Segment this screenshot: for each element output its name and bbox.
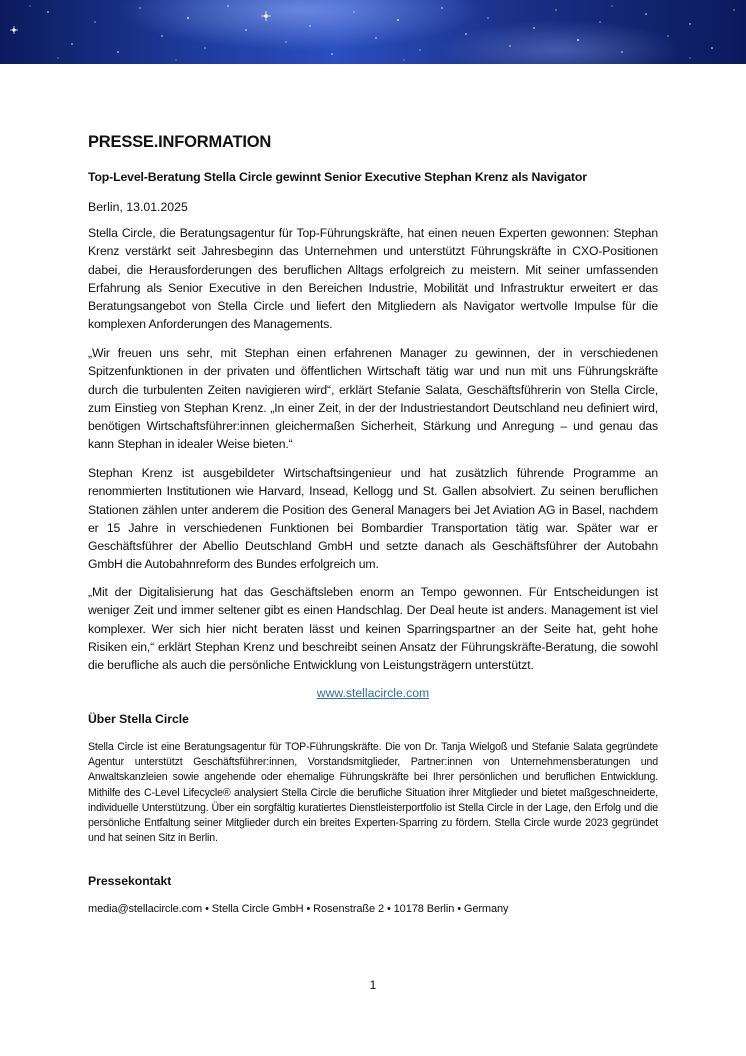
page-number: 1 xyxy=(369,978,377,992)
about-text: Stella Circle ist eine Beratungsagentur für TOP-Führungskräfte. Die von Dr. Tanja Wielgoß und Stefanie Salata gegründete Agentur unterstützt Geschäftsführer:innen, Vorstandsmitglieder, Partner:innen von Unternehmensberatungen und Anwaltskanzleien sowie angehende oder ehemalige Führungskräfte bei Ihrer persönlichen und beruflichen Entwicklung. Mithilfe des C-Level Lifecycle® analysiert Stella Circle die berufliche Situation ihrer Mitglieder und bietet maßgeschneiderte, individuelle Unterstützung. Über ein sorgfältig kuratiertes Dienstleisterportfolio ist Stella Circle in der Lage, den Erfolg und die persönliche Entfaltung seiner Mitglieder durch ein breites Experten-Sparring zu fördern. Stella Circle wurde 2023 gegründet und hat seinen Sitz in Berlin. xyxy=(88,741,658,845)
paragraph: Stephan Krenz ist ausgebildeter Wirtschaftsingenieur und hat zusätzlich führende Programme an renommierten Institutionen wie Harvard, Insead, Kellogg und St. Gallen absolviert. Zu seinen beruflichen Stationen zählen unter anderem die Position des General Managers bei Jet Aviation AG in Basel, nachdem er 15 Jahre in verschiedenen Funktionen bei Bombardier Transportation tätig war. Später war er Geschäftsführer der Abellio Deutschland GmbH und setzte danach als Geschäftsführer der Autobahn GmbH die Autobahnreform des Bundes erfolgreich um. xyxy=(88,466,658,572)
stars-icon xyxy=(0,0,746,64)
paragraph: Stella Circle, die Beratungsagentur für Top-Führungskräfte, hat einen neuen Experten gewonnen: Stephan Krenz verstärkt seit Jahresbeginn das Unternehmen und unterstützt Führungskräfte in CXO-Positionen dabei, die Herausforderungen des beruflichen Alltags erfolgreich zu meistern. Mit seiner umfassenden Erfahrung als Senior Executive in den Bereichen Industrie, Mobilität und Infrastruktur erweitert er das Beratungsangebot von Stella Circle und liefert den Mitgliedern als Navigator wertvolle Impulse für die komplexen Anforderungen des Managements. xyxy=(88,226,658,332)
page-title: PRESSE.INFORMATION xyxy=(88,133,272,151)
headline: Top-Level-Beratung Stella Circle gewinnt Senior Executive Stephan Krenz als Navigator xyxy=(88,170,587,184)
starry-night-banner xyxy=(0,0,746,64)
website-link[interactable]: www.stellacircle.com xyxy=(316,686,430,700)
dateline: Berlin, 13.01.2025 xyxy=(88,200,188,214)
paragraph: „Wir freuen uns sehr, mit Stephan einen erfahrenen Manager zu gewinnen, der in verschiedenen Spitzenfunktionen in der privaten und öffentlichen Wirtschaft tätig war und nun mit uns Führungskräfte durch die turbulenten Zeiten navigieren wird“, erklärt Stefanie Salata, Geschäftsführerin von Stella Circle, zum Einstieg von Stephan Krenz. „In einer Zeit, in der der Industriestandort Deutschland neu definiert wird, benötigen Wirtschaftsführer:innen gleichermaßen Sicherheit, Stärkung und Anregung – und genau das kann Stephan in idealer Weise bieten.“ xyxy=(88,346,658,452)
about-title: Über Stella Circle xyxy=(88,712,189,726)
contact-title: Pressekontakt xyxy=(88,874,172,888)
contact-line: media@stellacircle.com • Stella Circle GmbH • Rosenstraße 2 • 10178 Berlin • Germany xyxy=(88,903,509,915)
paragraph: „Mit der Digitalisierung hat das Geschäftsleben enorm an Tempo gewonnen. Für Entscheidungen ist weniger Zeit und immer seltener gibt es einen Handschlag. Der Deal heute ist anders. Management ist viel komplexer. Wer sich hier nicht beraten lässt und keinen Sparringspartner an der Seite hat, geht hohe Risiken ein,“ erklärt Stephan Krenz und beschreibt seinen Ansatz der Führungskräfte-Beratung, die sowohl die berufliche als auch die persönliche Entwicklung von Leistungsträgern unterstützt. xyxy=(88,585,658,673)
